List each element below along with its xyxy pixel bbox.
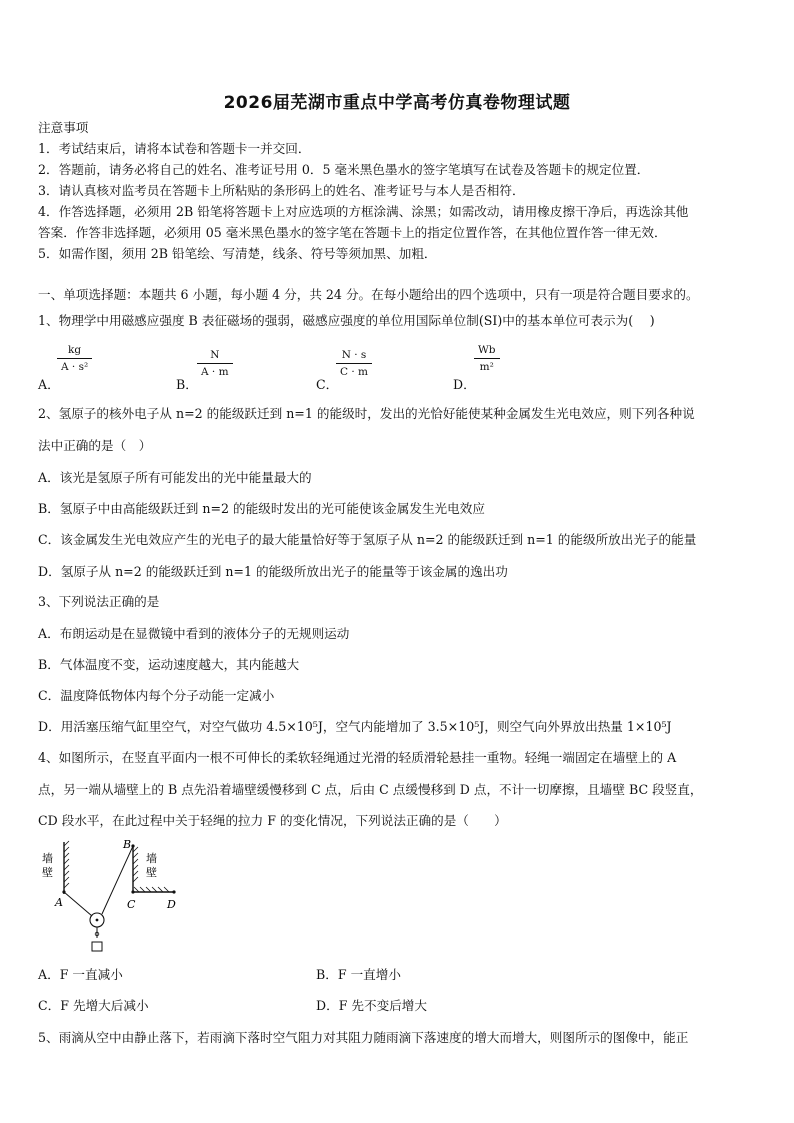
q1-option-b-label: B． (176, 377, 198, 392)
left-wall-hatch (64, 841, 69, 888)
q1-option-c-label: C． (316, 377, 339, 392)
ceiling-hatch (134, 887, 169, 892)
q1-option-d-label: D． (453, 377, 476, 392)
q1-option-a-label: A． (38, 377, 60, 392)
label-d: D (167, 898, 176, 911)
notice-item: 5．如需作图，须用 2B 铅笔绘、写清楚，线条、符号等须加黑、加粗． (38, 246, 437, 261)
question-4-stem-cont: 点，另一端从墙壁上的 B 点先沿着墙壁缓慢移到 C 点，后由 C 点缓慢移到 D 点，不计一切摩擦，且墙壁 BC 段竖直， (38, 782, 703, 797)
point-c (131, 890, 134, 893)
left-wall-label-2: 壁 (42, 866, 53, 879)
right-wall-label-2: 壁 (146, 866, 157, 879)
q2-option-a: A．该光是氢原子所有可能发出的光中能量最大的 (38, 470, 312, 485)
left-wall-label-1: 墙 (42, 852, 53, 865)
point-a (62, 890, 65, 893)
question-3-stem: 3、下列说法正确的是 (38, 594, 160, 609)
notice-item: 1．考试结束后，请将本试卷和答题卡一并交回． (38, 141, 311, 156)
point-b (131, 844, 134, 847)
q4-option-a: A．F 一直减小 (38, 967, 123, 982)
q3-option-d: D．用活塞压缩气缸里空气，对空气做功 4.5×10⁵J，空气内能增加了 3.5×10⁵J，则空气向外界放出热量 1×10⁵J (38, 719, 672, 734)
fraction-numerator: kg (68, 344, 82, 356)
question-2-stem: 2、氢原子的核外电子从 n=2 的能级跃迁到 n=1 的能级时，发出的光恰好能使某种金属发生光电效应，则下列各种说 (38, 406, 695, 421)
fraction-numerator: N · s (341, 349, 367, 361)
q4-pulley-figure (36, 838, 186, 958)
right-wall-label-1: 墙 (146, 852, 157, 865)
q1-option-a-fraction (57, 344, 92, 373)
q3-option-c: C．温度降低物体内每个分子动能一定减小 (38, 688, 275, 703)
fraction-denominator: C · m (340, 366, 369, 378)
q1-option-d-fraction (474, 344, 500, 373)
question-1-stem: 1、物理学中用磁感应强度 B 表征磁场的强弱，磁感应强度的单位用国际单位制(SI)中的基本单位可表示为( ) (38, 313, 655, 328)
fraction-denominator: m² (479, 361, 494, 373)
notice-item: 4．作答选择题，必须用 2B 铅笔将答题卡上对应选项的方框涂满、涂黑；如需改动，请用橡皮擦干净后，再选涂其他 (38, 204, 689, 219)
notice-heading: 注意事项 (38, 120, 89, 135)
notice-item: 答案．作答非选择题，必须用 05 毫米黑色墨水的签字笔在答题卡上的指定位置作答，在其他位置作答一律无效． (38, 225, 667, 240)
notice-item: 2．答题前，请务必将自己的姓名、准考证号用 0．5 毫米黑色墨水的签字笔填写在试卷及答题卡的规定位置． (38, 162, 650, 177)
q4-option-b: B．F 一直增小 (316, 967, 401, 982)
question-2-stem-cont: 法中正确的是（ ） (38, 438, 152, 453)
section-heading: 一、单项选择题：本题共 6 小题，每小题 4 分，共 24 分。在每小题给出的四个选项中，只有一项是符合题目要求的。 (38, 287, 699, 302)
notice-item: 3．请认真核对监考员在答题卡上所粘贴的条形码上的姓名、准考证号与本人是否相符． (38, 183, 525, 198)
fraction-numerator: Wb (478, 344, 496, 356)
question-4-stem-cont: CD 段水平，在此过程中关于轻绳的拉力 F 的变化情况，下列说法正确的是（ ） (38, 813, 507, 828)
right-wall-hatch (133, 847, 138, 882)
fraction-denominator: A · m (201, 366, 229, 378)
label-a: A (55, 896, 63, 909)
fraction-numerator: N (210, 349, 220, 361)
q2-option-b: B．氢原子中由高能级跃迁到 n=2 的能级时发出的光可能使该金属发生光电效应 (38, 501, 485, 516)
q1-option-b-fraction (197, 349, 233, 378)
point-d (172, 890, 175, 893)
page-title: 2026届芜湖市重点中学高考仿真卷物理试题 (223, 93, 571, 113)
q2-option-d: D．氢原子从 n=2 的能级跃迁到 n=1 的能级所放出光子的能量等于该金属的逸出功 (38, 564, 508, 579)
pulley-axle (96, 919, 99, 922)
label-b: B (123, 838, 132, 851)
q1-option-c-fraction (336, 349, 372, 378)
question-5-stem: 5、雨滴从空中由静止落下，若雨滴下落时空气阻力对其阻力随雨滴下落速度的增大而增大，则图所示的图像中，能正 (38, 1030, 689, 1045)
q4-option-d: D．F 先不变后增大 (316, 998, 427, 1013)
question-4-stem: 4、如图所示，在竖直平面内一根不可伸长的柔软轻绳通过光滑的轻质滑轮悬挂一重物。轻绳一端固定在墙壁上的 A (38, 750, 677, 765)
weight-block (92, 942, 102, 951)
label-c: C (127, 898, 136, 911)
rope-left (64, 892, 92, 916)
q3-option-a: A．布朗运动是在显微镜中看到的液体分子的无规则运动 (38, 626, 350, 641)
q3-option-b: B．气体温度不变，运动速度越大，其内能越大 (38, 657, 300, 672)
fraction-denominator: A · s² (61, 361, 89, 373)
q4-option-c: C．F 先增大后减小 (38, 998, 149, 1013)
q2-option-c: C．该金属发生光电效应产生的光电子的最大能量恰好等于氢原子从 n=2 的能级跃迁到 n=1 的能级所放出光子的能量 (38, 532, 697, 547)
